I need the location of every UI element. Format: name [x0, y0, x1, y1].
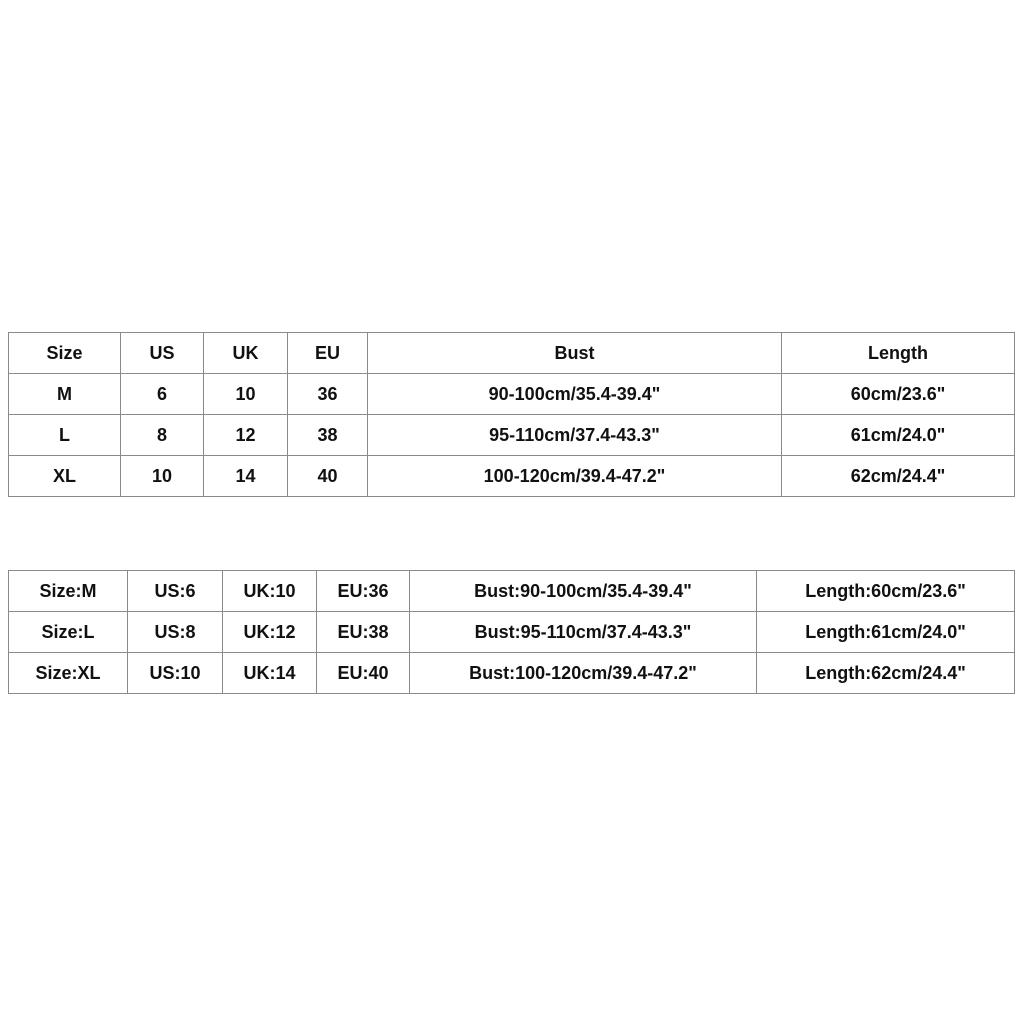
table-row — [9, 415, 1015, 456]
table-cell: Bust:95-110cm/37.4-43.3" — [410, 612, 757, 653]
table-cell: US:10 — [128, 653, 223, 694]
table-cell: Size:L — [9, 612, 128, 653]
table-cell: 8 — [121, 415, 204, 456]
header-cell-bust: Bust — [368, 333, 782, 374]
table-cell: Length:60cm/23.6" — [757, 571, 1015, 612]
table-cell: US:6 — [128, 571, 223, 612]
table-cell: 14 — [204, 456, 288, 497]
header-cell-eu: EU — [288, 333, 368, 374]
header-cell-length: Length — [782, 333, 1015, 374]
table-row — [9, 456, 1015, 497]
table-cell: 10 — [121, 456, 204, 497]
table-cell: Bust:100-120cm/39.4-47.2" — [410, 653, 757, 694]
table-cell: UK:12 — [223, 612, 317, 653]
header-cell-size: Size — [9, 333, 121, 374]
table-cell: US:8 — [128, 612, 223, 653]
table-cell: 10 — [204, 374, 288, 415]
table-cell: UK:10 — [223, 571, 317, 612]
table-cell: 61cm/24.0" — [782, 415, 1015, 456]
table-cell: EU:40 — [317, 653, 410, 694]
table-cell: L — [9, 415, 121, 456]
table-cell: XL — [9, 456, 121, 497]
table-header-row — [9, 333, 1015, 374]
table-cell: Bust:90-100cm/35.4-39.4" — [410, 571, 757, 612]
table-cell: 100-120cm/39.4-47.2" — [368, 456, 782, 497]
table-cell: Length:62cm/24.4" — [757, 653, 1015, 694]
table-cell: Size:XL — [9, 653, 128, 694]
table-cell: 95-110cm/37.4-43.3" — [368, 415, 782, 456]
table-cell: EU:38 — [317, 612, 410, 653]
size-chart-table — [8, 332, 1015, 497]
table-cell: 40 — [288, 456, 368, 497]
table-row — [9, 612, 1015, 653]
table-cell: 38 — [288, 415, 368, 456]
table-cell: EU:36 — [317, 571, 410, 612]
size-chart-inline-table — [8, 570, 1015, 694]
table-cell: UK:14 — [223, 653, 317, 694]
table-cell: Size:M — [9, 571, 128, 612]
table-row — [9, 571, 1015, 612]
header-cell-us: US — [121, 333, 204, 374]
table-cell: Length:61cm/24.0" — [757, 612, 1015, 653]
table-cell: M — [9, 374, 121, 415]
header-cell-uk: UK — [204, 333, 288, 374]
table-row — [9, 374, 1015, 415]
table-cell: 12 — [204, 415, 288, 456]
table-cell: 60cm/23.6" — [782, 374, 1015, 415]
table-cell: 6 — [121, 374, 204, 415]
table-cell: 62cm/24.4" — [782, 456, 1015, 497]
table-cell: 90-100cm/35.4-39.4" — [368, 374, 782, 415]
table-row — [9, 653, 1015, 694]
table-cell: 36 — [288, 374, 368, 415]
